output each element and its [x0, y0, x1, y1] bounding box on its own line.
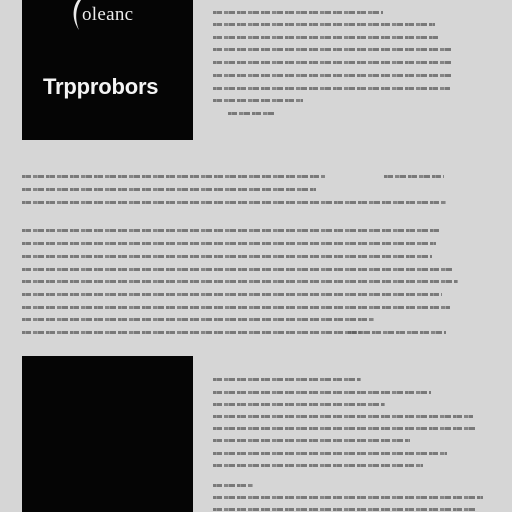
text-line — [213, 437, 410, 443]
text-line — [213, 97, 303, 103]
text-line — [22, 278, 458, 284]
hero-subtitle: oleanc — [82, 4, 134, 25]
text-line — [22, 199, 446, 205]
text-line — [213, 34, 438, 40]
text-line — [213, 59, 452, 65]
text-line — [22, 316, 374, 322]
text-line — [213, 376, 361, 382]
text-line — [348, 329, 446, 335]
text-line — [384, 173, 444, 179]
text-line — [22, 304, 450, 310]
text-line — [22, 291, 442, 297]
text-line — [22, 266, 452, 272]
text-line — [228, 110, 276, 116]
text-line — [22, 240, 436, 246]
text-line — [213, 72, 453, 78]
text-line — [213, 494, 483, 500]
text-line — [213, 413, 473, 419]
text-line — [213, 506, 475, 512]
text-line — [213, 450, 447, 456]
text-line — [213, 21, 435, 27]
text-line — [22, 227, 440, 233]
text-line — [213, 9, 383, 15]
text-line — [213, 389, 431, 395]
text-line — [22, 329, 362, 335]
text-line — [213, 482, 253, 488]
hero-title: Trpprobors — [43, 74, 159, 99]
secondary-image-block — [22, 356, 193, 512]
text-line — [213, 401, 385, 407]
text-line — [213, 85, 450, 91]
text-line — [213, 462, 423, 468]
text-line — [22, 173, 325, 179]
text-line — [22, 253, 432, 259]
text-line — [213, 425, 475, 431]
hero-image-block — [22, 0, 193, 140]
text-line — [22, 186, 316, 192]
text-line — [213, 46, 451, 52]
